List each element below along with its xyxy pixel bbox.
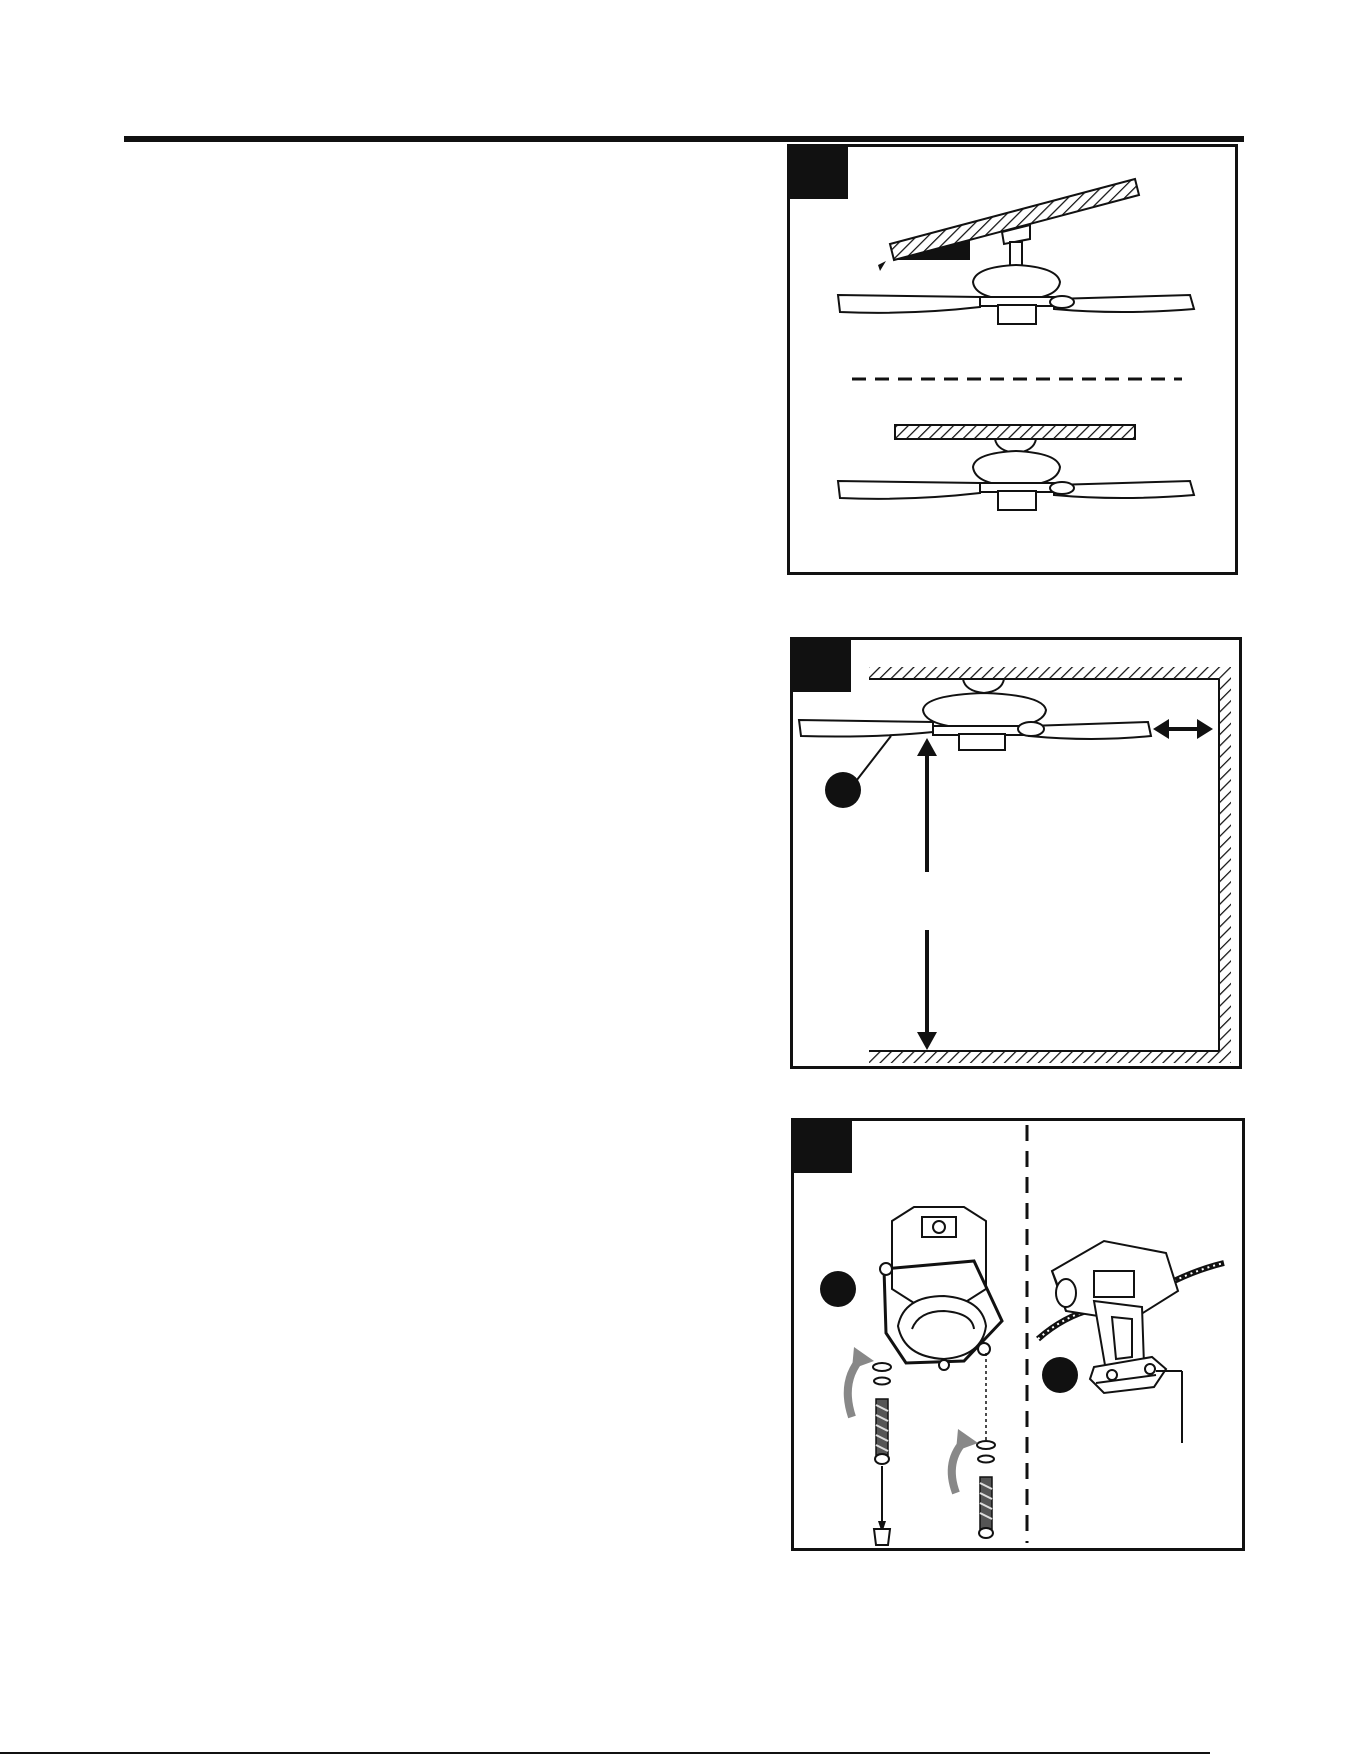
floor-clearance-arrow xyxy=(917,738,937,1050)
ceiling-fan-icon xyxy=(838,439,1194,510)
clearance-illustration xyxy=(793,640,1239,1066)
mounting-bracket-icon xyxy=(1090,1301,1166,1393)
wall-hatch xyxy=(1219,667,1231,1063)
footer-rule xyxy=(0,1752,1210,1754)
ceiling-fan-icon xyxy=(838,225,1194,324)
sloped-ceiling-icon xyxy=(878,179,1139,271)
curved-arrow-icon xyxy=(848,1347,874,1417)
ceiling-fan-icon xyxy=(799,679,1151,750)
callout-marker xyxy=(820,1271,856,1307)
outlet-box-icon xyxy=(892,1207,986,1303)
floor-hatch xyxy=(869,1051,1231,1063)
ceiling-hatch xyxy=(869,667,1231,679)
screw-icon xyxy=(977,1353,995,1538)
figure-clearance xyxy=(790,637,1242,1069)
flat-ceiling-icon xyxy=(895,425,1135,439)
callout-marker xyxy=(825,772,861,808)
figure-mounting-bracket xyxy=(791,1118,1245,1551)
callout-marker xyxy=(1042,1357,1078,1393)
bracket-illustration xyxy=(794,1121,1242,1548)
sloped-ceiling-illustration xyxy=(790,147,1235,572)
figure-sloped-ceiling xyxy=(787,144,1238,575)
screw-icon xyxy=(873,1363,891,1545)
curved-arrow-icon xyxy=(952,1429,978,1493)
wall-clearance-arrow xyxy=(1153,719,1213,739)
header-rule xyxy=(124,136,1244,142)
